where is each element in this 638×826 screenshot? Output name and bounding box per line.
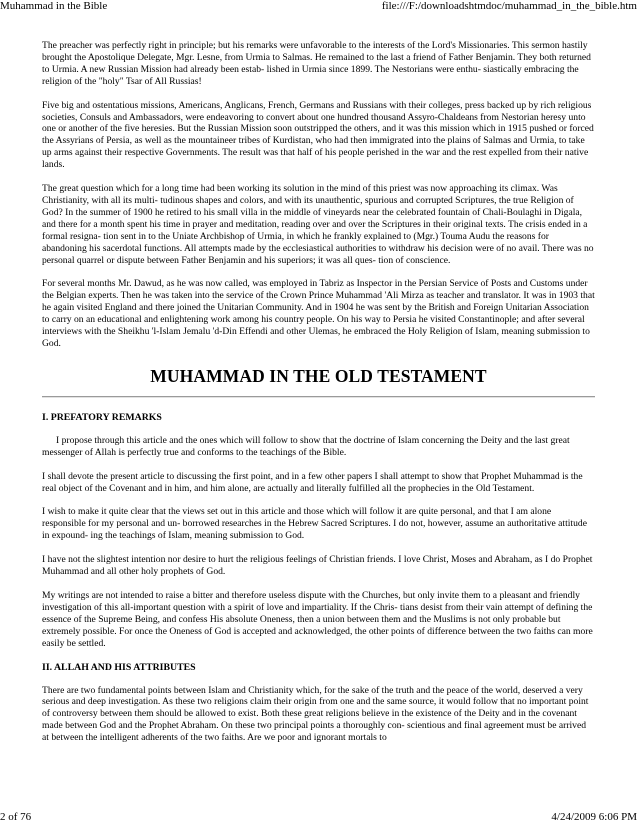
paragraph: I shall devote the present article to discussing the first point, and in a few other papers I shall attempt to show that Prophet Muhammad is the real object of the Covenant and in him, and him alone, are actually and literally fulfilled all the prophecies in the Old Testament.: [42, 470, 583, 494]
paragraph: For several months Mr. Dawud, as he was now called, was employed in Tabriz as Inspector in the Persian Service of Posts and Customs under the Belgian experts. Then he was taken into the service of the Crown Prince Muhammad 'Ali Mirza as teacher and translator. It was in 1903 that he again visited England and there joined the Unitarian Community. And in 1904 he was sent by the British and Foreign Unitarian Association to carry on an educational and enlightening work among his country people. On his way to Persia he visited Constantinople; and after several interviews with the Sheikhu 'l-Islam Jemalu 'd-Din Effendi and other Ulemas, he embraced the Holy Religion of Islam, meaning submission to God.: [42, 278, 595, 349]
chapter-title: MUHAMMAD IN THE OLD TESTAMENT: [150, 365, 487, 386]
paragraph: I wish to make it quite clear that the views set out in this article and those which will follow it are quite personal, and that I am alone responsible for my personal and un- borrowed researches in the Hebrew Sacred Scriptures. I do not, however, assume an authoritative attitude in expound- ing the teachings of Islam, meaning submission to God.: [42, 506, 587, 542]
print-datetime: 4/24/2009 6:06 PM: [551, 811, 637, 823]
page-content: [42, 40, 595, 756]
page-number: 2 of 76: [0, 811, 32, 823]
paragraph: My writings are not intended to raise a bitter and therefore useless dispute with the Churches, but only invite them to a pleasant and friendly investigation of this all-important question with a spirit of love and impartiality. If the Chris- tians desist from their vain attempt of defining the essence of the Supreme Being, and confess His absolute Oneness, then a union between them and the Muslims is not only probable but extremely possible. For once the Oneness of God is accepted and acknowledged, the other points of difference between the two faiths can more easily be settled.: [42, 590, 593, 649]
paragraph: There are two fundamental points between Islam and Christianity which, for the sake of the truth and the peace of the world, deserved a very serious and deep investigation. As these two religions claim their origin from one and the same source, it would follow that no important point of controversy between them should be allowed to exist. Both these great religions believe in the existence of the Deity and in the covenant made between God and the Prophet Abraham. On these two principal points a thoroughly con- scientious and final agreement must be arrived at between the intelligent adherents of the two faiths. Are we poor and ignorant mortals to: [42, 684, 589, 744]
section-heading: I. PREFATORY REMARKS: [42, 411, 162, 423]
paragraph: I propose through this article and the ones which will follow to show that the doctrine of Islam concerning the Deity and the last great messenger of Allah is perfectly true and conforms to the teachings of the Bible.: [42, 434, 570, 458]
paragraph: The great question which for a long time had been working its solution in the mind of this priest was now approaching its climax. Was Christianity, with all its multi- tudinous shapes and colors, and with its unauthentic, spurious and corrupted Scriptures, the true Religion of God? In the summer of 1900 he retired to his small villa in the middle of vineyards near the celebrated fountain of Chali-Boulaghi in Digala, and there for a month spent his time in prayer and meditation, reading over and over the Scriptures in their original texts. The crisis ended in a formal resigna- tion sent in to the Uniate Archbishop of Urmia, in which he frankly explained to (Mgr.) Touma Audu the reasons for abandoning his sacerdotal functions. All attempts made by the ecclesiastical authorities to withdraw his decision were of no avail. There was no personal quarrel or dispute between Father Benjamin and his superiors; it was all ques- tion of conscience.: [42, 183, 594, 266]
header-title: Muhammad in the Bible: [0, 0, 108, 12]
paragraph: Five big and ostentatious missions, Americans, Anglicans, French, Germans and Russians with their colleges, press backed up by rich religious societies, Consuls and Ambassadors, were endeavoring to convert about one hundred thousand Assyro-Chaldeans from Nestorian heresy unto one or another of the five heresies. But the Russian Mission soon outstripped the others, and it was this mission which in 1915 pushed or forced the Assyrians of Persia, as well as the mountaineer tribes of Kurdistan, who had then immigrated into the plains of Salmas and Urmia, to take up arms against their respective Governments. The result was that half of his people perished in the war and the rest expelled from their native lands.: [42, 99, 594, 171]
horizontal-rule: [42, 396, 595, 398]
section-heading: II. ALLAH AND HIS ATTRIBUTES: [42, 661, 196, 673]
header-url: file:///F:/downloadshtmdoc/muhammad_in_the_bible.htm: [381, 0, 637, 12]
paragraph: The preacher was perfectly right in principle; but his remarks were unfavorable to the interests of the Lord's Missionaries. This sermon hastily brought the Apostolique Delegate, Mgr. Lesne, from Urmia to Salmas. He remained to the last a friend of Father Benjamin. They both returned to Urmia. A new Russian Mission had already been estab- lished in Urmia since 1899. The Nestorians were enthu- siastically embracing the religion of the "holy" Tsar of All Russias!: [42, 40, 591, 87]
paragraph: I have not the slightest intention nor desire to hurt the religious feelings of Christian friends. I love Christ, Moses and Abraham, as I do Prophet Muhammad and all other holy prophets of God.: [42, 554, 593, 578]
